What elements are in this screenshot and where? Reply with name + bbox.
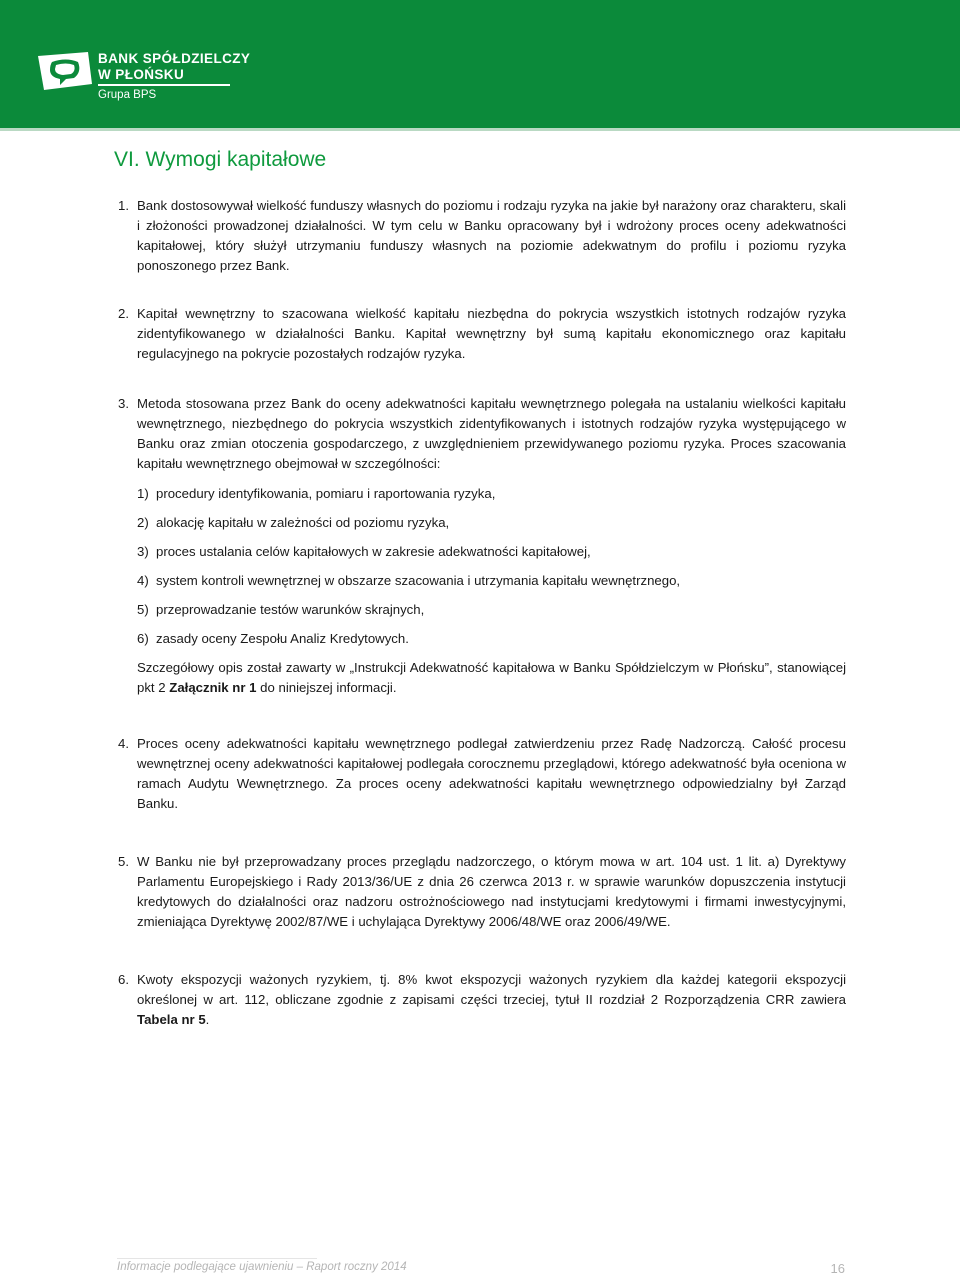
sub-item-text: procedury identyfikowania, pomiaru i raportowania ryzyka, <box>156 486 496 501</box>
item-number: 1. <box>118 198 129 213</box>
item-number: 2. <box>118 306 129 321</box>
item-number: 4. <box>118 736 129 751</box>
sub-item-3 <box>118 542 846 562</box>
sub-item-6 <box>118 629 846 649</box>
sub-item-number: 2) <box>137 515 149 530</box>
item-text: Proces oceny adekwatności kapitału wewnętrznego podlegał zatwierdzeniu przez Radę Nadzorczą. Całość procesu wewnętrznej oceny adekwatności kapitałowej podlegała corocznemu przeglądowi, którego adekwatność była oceniona w ramach Audytu Wewnętrznego. Za proces oceny adekwatności kapitału wewnętrznego odpowiedzialny był Zarząd Banku. <box>137 736 846 811</box>
list-item-2 <box>118 304 846 364</box>
list-item-3 <box>118 394 846 474</box>
header-divider <box>0 128 960 131</box>
sub-item-number: 4) <box>137 573 149 588</box>
item-number: 6. <box>118 972 129 987</box>
attachment-reference: Załącznik nr 1 <box>169 680 257 695</box>
sub-item-number: 5) <box>137 602 149 617</box>
sub-item-number: 3) <box>137 544 149 559</box>
item-number: 3. <box>118 396 129 411</box>
list-item-6 <box>118 970 846 1030</box>
item-text: Kwoty ekspozycji ważonych ryzykiem, tj. 8% kwot ekspozycji ważonych ryzykiem dla każdej kategorii ekspozycji określonej w art. 112, obliczane zgodnie z zapisami części trzeciej, tytuł II rozdział 2 Rozporządzenia CRR zawiera Tabela nr 5. <box>137 972 846 1027</box>
sub-item-5 <box>118 600 846 620</box>
sub-item-text: system kontroli wewnętrznej w obszarze szacowania i utrzymania kapitału wewnętrznego, <box>156 573 681 588</box>
page-number: 16 <box>830 1261 845 1276</box>
section-title: VI. Wymogi kapitałowe <box>114 148 327 171</box>
item-text: W Banku nie był przeprowadzany proces przeglądu nadzorczego, o którym mowa w art. 104 ust. 1 lit. a) Dyrektywy Parlamentu Europejskiego i Rady 2013/36/UE z dnia 26 czerwca 2013 r. w sprawie warunków dopuszczenia instytucji kredytowych do działalności oraz nadzoru ostrożnościowego nad instytucjami kredytowymi i firmami inwestycyjnymi, zmieniająca Dyrektywę 2002/87/WE i uchylająca Dyrektywy 2006/48/WE oraz 2006/49/WE. <box>137 854 846 929</box>
brand-divider <box>98 84 230 86</box>
brand-line-3: Grupa BPS <box>98 88 157 101</box>
list-item-5 <box>118 852 846 932</box>
item-text: Kapitał wewnętrzny to szacowana wielkość kapitału niezbędna do pokrycia wszystkich istotnych rodzajów ryzyka zidentyfikowanego w działalności Banku. Kapitał wewnętrzny był sumą kapitału ekonomicznego oraz kapitału regulacyjnego na pokrycie pozostałych rodzajów ryzyka. <box>137 306 846 361</box>
list-item-4 <box>118 734 846 814</box>
item-text: Bank dostosowywał wielkość funduszy własnych do poziomu i rodzaju ryzyka na jakie był narażony oraz charakteru, skali i złożoności prowadzonej działalności. W tym celu w Banku opracowany był i wdrożony proces oceny adekwatności kapitałowej, który służył utrzymaniu funduszy własnych na poziomie adekwatnym do profilu i poziomu ryzyka ponoszonego przez Bank. <box>137 198 846 273</box>
item-number: 5. <box>118 854 129 869</box>
sub-item-number: 6) <box>137 631 149 646</box>
sub-item-text: alokację kapitału w zależności od poziomu ryzyka, <box>156 515 450 530</box>
brand-line-2: W PŁOŃSKU <box>98 67 185 82</box>
item-text: Metoda stosowana przez Bank do oceny adekwatności kapitału wewnętrznego polegała na ustalaniu wielkości kapitału wewnętrznego, niezbędnego do pokrycia wszystkich zidentyfikowanych i istotnych rodzajów ryzyka występującego w Banku oraz zmian otoczenia gospodarczego, z uwzględnieniem przewidywanego poziomu ryzyka. Proces szacowania kapitału wewnętrznego obejmował w szczególności: <box>137 396 846 471</box>
bank-logo-icon <box>36 50 94 94</box>
item-3-closing-paragraph <box>118 658 846 698</box>
sub-item-text: przeprowadzanie testów warunków skrajnych, <box>156 602 425 617</box>
sub-item-2 <box>118 513 846 533</box>
footer-divider <box>117 1258 317 1259</box>
list-item-1 <box>118 196 846 276</box>
sub-item-4 <box>118 571 846 591</box>
brand-name <box>98 51 250 102</box>
sub-item-number: 1) <box>137 486 149 501</box>
table-reference: Tabela nr 5 <box>137 1012 206 1027</box>
closing-text: Szczegółowy opis został zawarty w „Instrukcji Adekwatność kapitałowa w Banku Spółdzielczym w Płońsku”, stanowiącej pkt 2 Załącznik nr 1 do niniejszej informacji. <box>137 660 846 695</box>
sub-item-text: proces ustalania celów kapitałowych w zakresie adekwatności kapitałowej, <box>156 544 591 559</box>
sub-item-text: zasady oceny Zespołu Analiz Kredytowych. <box>156 631 409 646</box>
footer-caption: Informacje podlegające ujawnieniu – Raport roczny 2014 <box>117 1261 407 1273</box>
document-body <box>114 146 846 1030</box>
page-header <box>0 0 960 128</box>
page-footer <box>117 1261 845 1276</box>
sub-item-1 <box>118 484 846 504</box>
brand-line-1: BANK SPÓŁDZIELCZY <box>98 51 251 66</box>
